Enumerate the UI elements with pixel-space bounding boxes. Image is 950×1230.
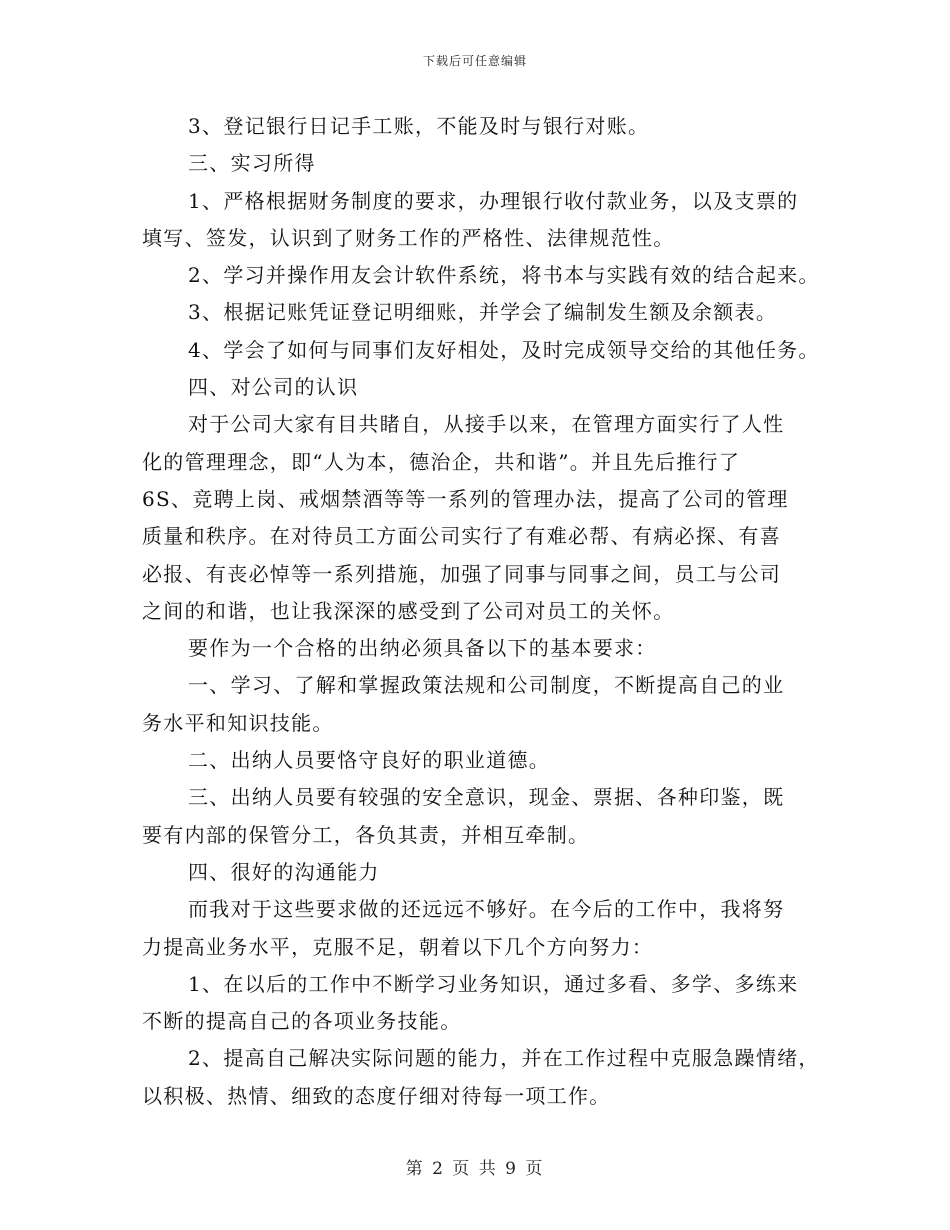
paragraph-line: 力提高业务水平，克服不足，朝着以下几个方向努力： [142, 934, 654, 959]
paragraph-line: 2、提高自己解决实际问题的能力，并在工作过程中克服急躁情绪， [188, 1046, 820, 1071]
paragraph-line: 三、出纳人员要有较强的安全意识，现金、票据、各种印鉴，既 [188, 785, 785, 810]
paragraph-line: 要有内部的保管分工，各负其责，并相互牵制。 [142, 822, 590, 847]
paragraph-line: 四、很好的沟通能力 [188, 859, 380, 884]
paragraph-line: 4、学会了如何与同事们友好相处，及时完成领导交给的其他任务。 [188, 337, 820, 362]
page-footer: 第 2 页 共 9 页 [405, 1159, 545, 1179]
paragraph-line: 填写、签发，认识到了财务工作的严格性、法律规范性。 [142, 225, 675, 250]
paragraph-line: 3、登记银行日记手工账，不能及时与银行对账。 [188, 114, 650, 138]
paragraph-line: 对于公司大家有目共睹自，从接手以来，在管理方面实行了人性 [188, 412, 785, 437]
paragraph-line: 化的管理理念，即“人为本，德治企，共和谐”。并且先后推行了 [142, 449, 741, 474]
paragraph-line: 以积极、热情、细致的态度仔细对待每一项工作。 [142, 1083, 611, 1108]
paragraph-line: 之间的和谐，也让我深深的感受到了公司对员工的关怀。 [142, 598, 675, 623]
section-heading: 四、对公司的认识 [188, 375, 359, 400]
paragraph-line: 不断的提高自己的各项业务技能。 [142, 1009, 462, 1034]
document-body [142, 108, 822, 1115]
paragraph-line: 一、学习、了解和掌握政策法规和公司制度，不断提高自己的业 [188, 673, 785, 698]
paragraph-line: 必报、有丧必悼等一系列措施，加强了同事与同事之间，员工与公司 [142, 561, 781, 586]
paragraph-line: 质量和秩序。在对待员工方面公司实行了有难必帮、有病必探、有喜 [142, 524, 781, 549]
paragraph-line: 2、学习并操作用友会计软件系统，将书本与实践有效的结合起来。 [188, 263, 820, 288]
paragraph-line: 二、出纳人员要恪守良好的职业道德。 [188, 748, 551, 773]
paragraph-line: 1、在以后的工作中不断学习业务知识，通过多看、多学、多练来 [188, 971, 799, 996]
page-header: 下载后可任意编辑 [422, 54, 527, 68]
paragraph-line: 务水平和知识技能。 [142, 710, 334, 735]
paragraph-line: 3、根据记账凭证登记明细账，并学会了编制发生额及余额表。 [188, 300, 778, 325]
paragraph-line: 要作为一个合格的出纳必须具备以下的基本要求： [188, 636, 657, 661]
section-heading: 三、实习所得 [188, 151, 316, 176]
paragraph-line: 1、严格根据财务制度的要求，办理银行收付款业务，以及支票的 [188, 188, 799, 213]
paragraph-line: 而我对于这些要求做的还远远不够好。在今后的工作中，我将努 [188, 897, 785, 922]
paragraph-line: 6S、竞聘上岗、戒烟禁酒等等一系列的管理办法，提高了公司的管理 [142, 486, 789, 511]
